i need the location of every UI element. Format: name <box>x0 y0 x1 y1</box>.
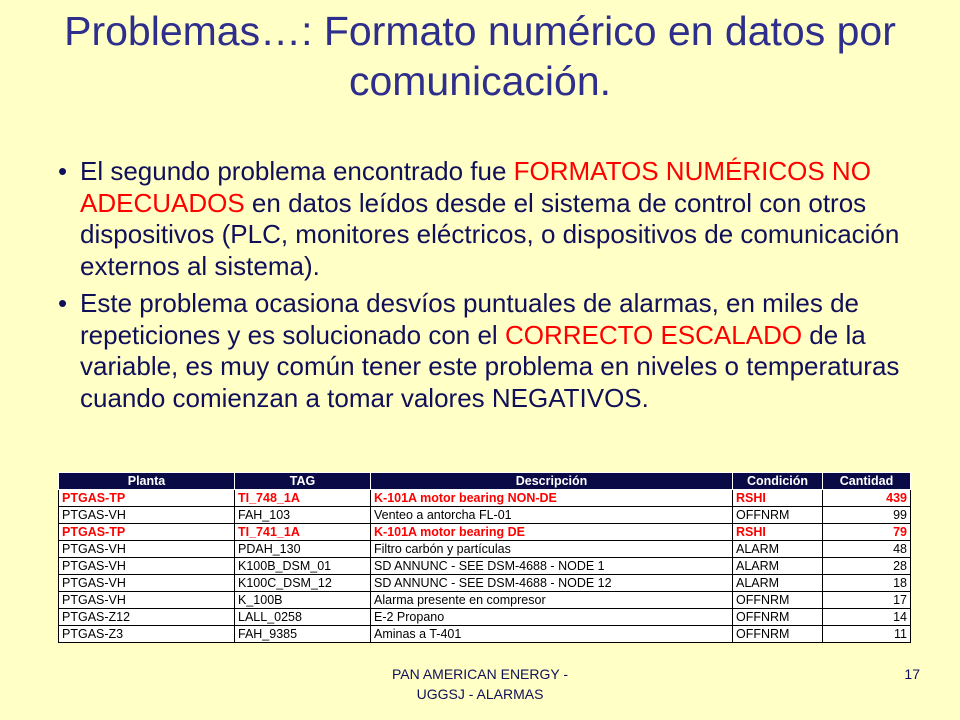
cell-tag: LALL_0258 <box>235 609 371 626</box>
cell-descripcion: SD ANNUNC - SEE DSM-4688 - NODE 1 <box>371 558 733 575</box>
table-row <box>59 558 911 575</box>
cell-tag: TI_748_1A <box>235 490 371 507</box>
cell-condicion: RSHI <box>733 490 823 507</box>
page-number: 17 <box>904 666 920 682</box>
cell-cantidad: 439 <box>823 490 911 507</box>
cell-tag: FAH_103 <box>235 507 371 524</box>
table-row <box>59 575 911 592</box>
table-row <box>59 592 911 609</box>
bullet-glyph: • <box>58 156 68 186</box>
column-header-cantidad: Cantidad <box>823 473 911 490</box>
table-row <box>59 609 911 626</box>
bullet-text: en datos leídos desde el sistema de control con otros dispositivos (PLC, monitores eléctricos, o dispositivos de comunicación externos al sistema). <box>80 187 900 281</box>
table-row <box>59 490 911 507</box>
cell-cantidad: 14 <box>823 609 911 626</box>
column-header-condicion: Condición <box>733 473 823 490</box>
cell-planta: PTGAS-Z12 <box>59 609 235 626</box>
cell-descripcion: Filtro carbón y partículas <box>371 541 733 558</box>
cell-descripcion: K-101A motor bearing DE <box>371 524 733 541</box>
bullet-item <box>58 156 908 282</box>
cell-tag: PDAH_130 <box>235 541 371 558</box>
cell-cantidad: 79 <box>823 524 911 541</box>
table-header-row <box>59 473 911 490</box>
cell-condicion: ALARM <box>733 558 823 575</box>
cell-planta: PTGAS-VH <box>59 558 235 575</box>
cell-condicion: OFFNRM <box>733 592 823 609</box>
table-row <box>59 541 911 558</box>
cell-cantidad: 17 <box>823 592 911 609</box>
cell-cantidad: 48 <box>823 541 911 558</box>
column-header-tag: TAG <box>235 473 371 490</box>
cell-tag: K100B_DSM_01 <box>235 558 371 575</box>
cell-descripcion: Alarma presente en compresor <box>371 592 733 609</box>
table-row <box>59 524 911 541</box>
cell-tag: K_100B <box>235 592 371 609</box>
footer-text <box>320 664 640 704</box>
footer-line: PAN AMERICAN ENERGY - <box>391 666 569 682</box>
cell-condicion: OFFNRM <box>733 626 823 643</box>
cell-planta: PTGAS-TP <box>59 490 235 507</box>
bullet-list <box>58 156 908 420</box>
alarms-table <box>58 472 911 643</box>
cell-cantidad: 18 <box>823 575 911 592</box>
cell-descripcion: E-2 Propano <box>371 609 733 626</box>
cell-planta: PTGAS-VH <box>59 592 235 609</box>
table-row <box>59 507 911 524</box>
table-row <box>59 626 911 643</box>
cell-planta: PTGAS-VH <box>59 575 235 592</box>
bullet-glyph: • <box>58 288 68 318</box>
slide-title: Problemas…: Formato numérico en datos por comunicación. <box>64 8 896 104</box>
cell-tag: TI_741_1A <box>235 524 371 541</box>
bullet-text: El segundo problema encontrado fue <box>80 156 514 186</box>
column-header-planta: Planta <box>59 473 235 490</box>
cell-condicion: OFFNRM <box>733 507 823 524</box>
cell-descripcion: SD ANNUNC - SEE DSM-4688 - NODE 12 <box>371 575 733 592</box>
cell-condicion: ALARM <box>733 541 823 558</box>
cell-condicion: RSHI <box>733 524 823 541</box>
cell-tag: K100C_DSM_12 <box>235 575 371 592</box>
cell-cantidad: 11 <box>823 626 911 643</box>
column-header-descripcion: Descripción <box>371 473 733 490</box>
emphasis-text: CORRECTO ESCALADO <box>504 319 803 350</box>
bullet-text: de la variable, es muy común tener este problema en niveles o temperaturas cuando comienzan a tomar valores NEGATIVOS. <box>80 319 900 413</box>
cell-tag: FAH_9385 <box>235 626 371 643</box>
cell-descripcion: Aminas a T-401 <box>371 626 733 643</box>
footer-line: UGGSJ - ALARMAS <box>416 686 544 702</box>
cell-planta: PTGAS-VH <box>59 541 235 558</box>
cell-cantidad: 28 <box>823 558 911 575</box>
cell-descripcion: Venteo a antorcha FL-01 <box>371 507 733 524</box>
cell-descripcion: K-101A motor bearing NON-DE <box>371 490 733 507</box>
cell-cantidad: 99 <box>823 507 911 524</box>
bullet-text: Este problema ocasiona desvíos puntuales de alarmas, en miles de repeticiones y es solucionado con el <box>80 288 859 350</box>
cell-planta: PTGAS-TP <box>59 524 235 541</box>
emphasis-text: FORMATOS NUMÉRICOS NO ADECUADOS <box>80 156 871 218</box>
bullet-item <box>58 288 908 414</box>
cell-planta: PTGAS-Z3 <box>59 626 235 643</box>
cell-condicion: ALARM <box>733 575 823 592</box>
cell-condicion: OFFNRM <box>733 609 823 626</box>
cell-planta: PTGAS-VH <box>59 507 235 524</box>
